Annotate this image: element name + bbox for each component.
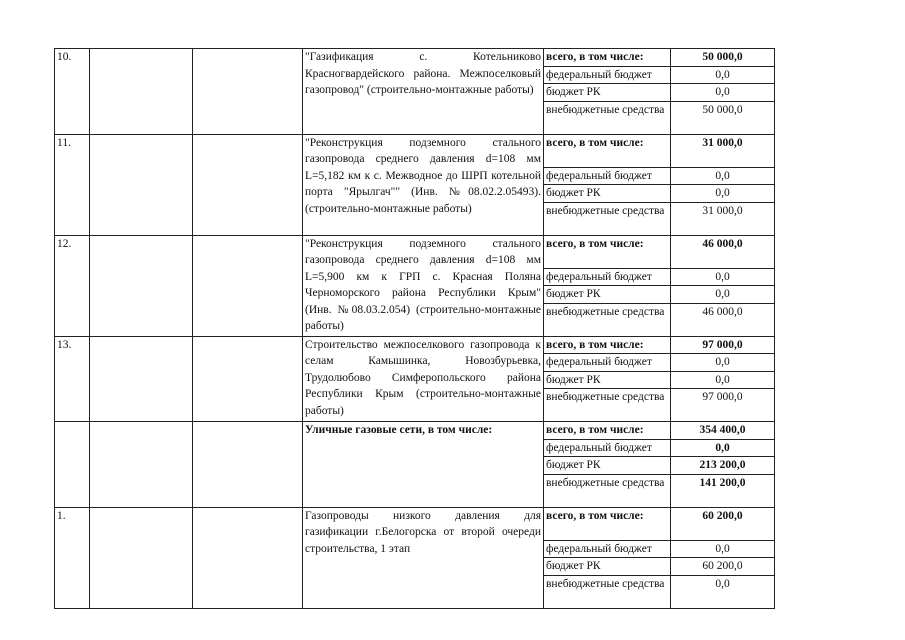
empty-cell (193, 507, 303, 608)
empty-cell (193, 336, 303, 422)
item-number: 10. (55, 49, 90, 135)
budget-table (54, 48, 775, 609)
funding-source-label: федеральный бюджет (544, 540, 671, 558)
item-description: Газопроводы низкого давления для газификации г.Белогорска от второй очереди строительства, 1 этап (303, 507, 544, 608)
funding-amount: 0,0 (671, 354, 775, 372)
funding-source-label: всего, в том числе: (544, 49, 671, 67)
item-number: 1. (55, 507, 90, 608)
empty-cell (193, 235, 303, 336)
funding-source-label: внебюджетные средства (544, 575, 671, 608)
funding-source-label: всего, в том числе: (544, 507, 671, 540)
funding-amount: 0,0 (671, 167, 775, 185)
item-number: 12. (55, 235, 90, 336)
table-row (55, 507, 775, 540)
item-description: "Реконструкция подземного стального газопровода среднего давления d=108 мм L=5,900 км к ГРП с. Красная Поляна Черноморского района Республики Крым" (Инв. №08.03.2.054) (строительно-монтажные работы) (303, 235, 544, 336)
funding-source-label: федеральный бюджет (544, 167, 671, 185)
funding-amount: 0,0 (671, 371, 775, 389)
table-row (55, 336, 775, 354)
funding-source-label: федеральный бюджет (544, 439, 671, 457)
funding-amount: 46 000,0 (671, 235, 775, 268)
funding-source-label: бюджет РК (544, 286, 671, 304)
item-number (55, 422, 90, 508)
funding-amount: 0,0 (671, 575, 775, 608)
table-row (55, 422, 775, 440)
table-row (55, 134, 775, 167)
empty-cell (193, 134, 303, 235)
funding-amount: 50 000,0 (671, 101, 775, 134)
funding-amount: 0,0 (671, 66, 775, 84)
funding-amount: 50 000,0 (671, 49, 775, 67)
empty-cell (193, 422, 303, 508)
funding-source-label: федеральный бюджет (544, 268, 671, 286)
item-description: Строительство межпоселкового газопровода к селам Камышинка, Новозбурьевка, Трудолюбово Симферопольского района Республики Крым (строительно-монтажные работы) (303, 336, 544, 422)
funding-amount: 60 200,0 (671, 558, 775, 576)
funding-source-label: внебюджетные средства (544, 303, 671, 336)
funding-amount: 141 200,0 (671, 474, 775, 507)
funding-source-label: бюджет РК (544, 371, 671, 389)
empty-cell (193, 49, 303, 135)
funding-amount: 31 000,0 (671, 202, 775, 235)
empty-cell (90, 336, 193, 422)
funding-amount: 0,0 (671, 268, 775, 286)
funding-source-label: всего, в том числе: (544, 336, 671, 354)
empty-cell (90, 507, 193, 608)
funding-source-label: внебюджетные средства (544, 202, 671, 235)
funding-amount: 0,0 (671, 286, 775, 304)
item-description: "Газификация с. Котельниково Красногвардейского района. Межпоселковый газопровод" (строительно-монтажные работы) (303, 49, 544, 135)
table-row (55, 235, 775, 268)
funding-source-label: бюджет РК (544, 558, 671, 576)
funding-source-label: федеральный бюджет (544, 66, 671, 84)
funding-source-label: внебюджетные средства (544, 474, 671, 507)
item-number: 11. (55, 134, 90, 235)
funding-source-label: внебюджетные средства (544, 389, 671, 422)
funding-amount: 60 200,0 (671, 507, 775, 540)
funding-amount: 354 400,0 (671, 422, 775, 440)
funding-source-label: бюджет РК (544, 185, 671, 203)
table-row (55, 49, 775, 67)
funding-amount: 0,0 (671, 185, 775, 203)
funding-amount: 0,0 (671, 540, 775, 558)
empty-cell (90, 49, 193, 135)
funding-source-label: всего, в том числе: (544, 134, 671, 167)
item-number: 13. (55, 336, 90, 422)
funding-source-label: бюджет РК (544, 457, 671, 475)
funding-amount: 0,0 (671, 439, 775, 457)
funding-source-label: федеральный бюджет (544, 354, 671, 372)
funding-amount: 31 000,0 (671, 134, 775, 167)
funding-source-label: бюджет РК (544, 84, 671, 102)
funding-amount: 0,0 (671, 84, 775, 102)
item-description: "Реконструкция подземного стального газопровода среднего давления d=108 мм L=5,182 км к с. Межводное до ШРП котельной порта "Ярылгач"" (Инв. №08.02.2.05493). (строительно-монтажные работы) (303, 134, 544, 235)
funding-source-label: всего, в том числе: (544, 422, 671, 440)
empty-cell (90, 134, 193, 235)
funding-source-label: всего, в том числе: (544, 235, 671, 268)
funding-source-label: внебюджетные средства (544, 101, 671, 134)
funding-amount: 46 000,0 (671, 303, 775, 336)
empty-cell (90, 235, 193, 336)
empty-cell (90, 422, 193, 508)
item-description: Уличные газовые сети, в том числе: (303, 422, 544, 508)
funding-amount: 97 000,0 (671, 389, 775, 422)
funding-amount: 97 000,0 (671, 336, 775, 354)
funding-amount: 213 200,0 (671, 457, 775, 475)
